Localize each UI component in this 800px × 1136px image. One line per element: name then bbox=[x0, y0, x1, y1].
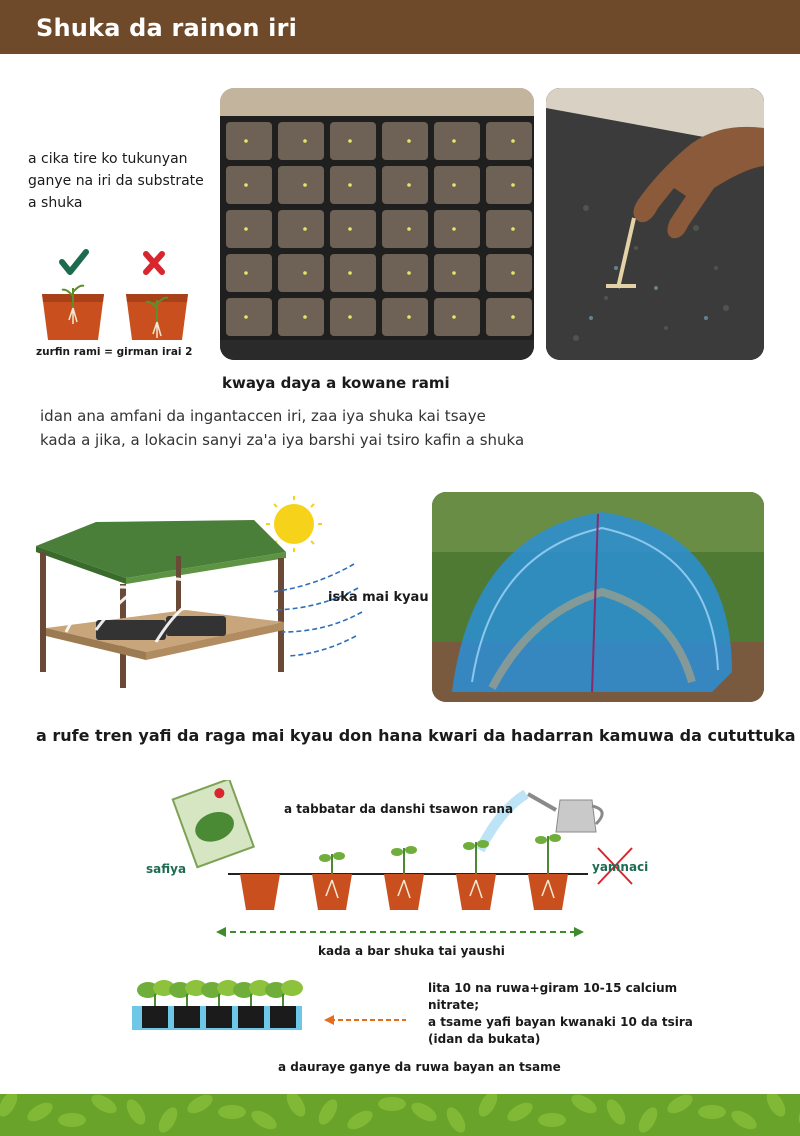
instruction-line: ganye na iri da substrate bbox=[28, 173, 204, 189]
wind-label: iska mai kyau bbox=[328, 590, 429, 605]
fertilizer-instruction bbox=[428, 980, 728, 1048]
check-icon bbox=[62, 252, 86, 272]
pot-row bbox=[240, 834, 568, 910]
sowing-paragraph bbox=[40, 404, 760, 452]
section2-caption: a rufe tren yafi da raga mai kyau don hana kwari da hadarran kamuwa da cututtuka bbox=[36, 726, 796, 745]
seed-packet-icon bbox=[173, 780, 254, 867]
instruction-line: a cika tire ko tukunyan bbox=[28, 151, 188, 167]
instruction-line: a shuka bbox=[28, 195, 83, 211]
sun-icon bbox=[274, 504, 314, 544]
no-wilt-caption: kada a bar shuka tai yaushi bbox=[318, 944, 505, 958]
net-covered-bed-photo bbox=[432, 492, 764, 702]
rinse-instruction: a dauraye ganye da ruwa bayan an tsame bbox=[278, 1060, 561, 1074]
cross-icon bbox=[146, 254, 162, 272]
fertilizer-line: a tsame yafi bayan kwanaki 10 da tsira bbox=[428, 1015, 693, 1029]
morning-label: safiya bbox=[146, 862, 187, 876]
instruction-text bbox=[28, 148, 228, 214]
seedling-tray-illustration bbox=[130, 972, 420, 1034]
paragraph-line: idan ana amfani da ingantaccen iri, zaa iya shuka kai tsaye bbox=[40, 407, 486, 425]
leaf-footer-decoration bbox=[0, 1094, 800, 1136]
pot-depth-caption: zurfin rami = girman irai 2 bbox=[36, 346, 193, 358]
seed-tray-photo bbox=[220, 88, 534, 360]
pot-correct bbox=[42, 286, 104, 340]
page-title: Shuka da rainon iri bbox=[36, 14, 298, 42]
fertilizer-line: lita 10 na ruwa+giram 10-15 calcium nitrate; bbox=[428, 981, 678, 1012]
evening-label: yamnaci bbox=[592, 860, 649, 874]
moisture-instruction: a tabbatar da danshi tsawon rana bbox=[284, 802, 514, 816]
paragraph-line: kada a jika, a lokacin sanyi za'a iya barshi yai tsiro kafin a shuka bbox=[40, 431, 525, 449]
pot-depth-illustration bbox=[36, 248, 206, 344]
fertilizer-line: (idan da bukata) bbox=[428, 1032, 541, 1046]
pot-incorrect bbox=[126, 294, 188, 340]
photo-caption: kwaya daya a kowane rami bbox=[222, 374, 450, 392]
sowing-hand-photo bbox=[546, 88, 764, 360]
